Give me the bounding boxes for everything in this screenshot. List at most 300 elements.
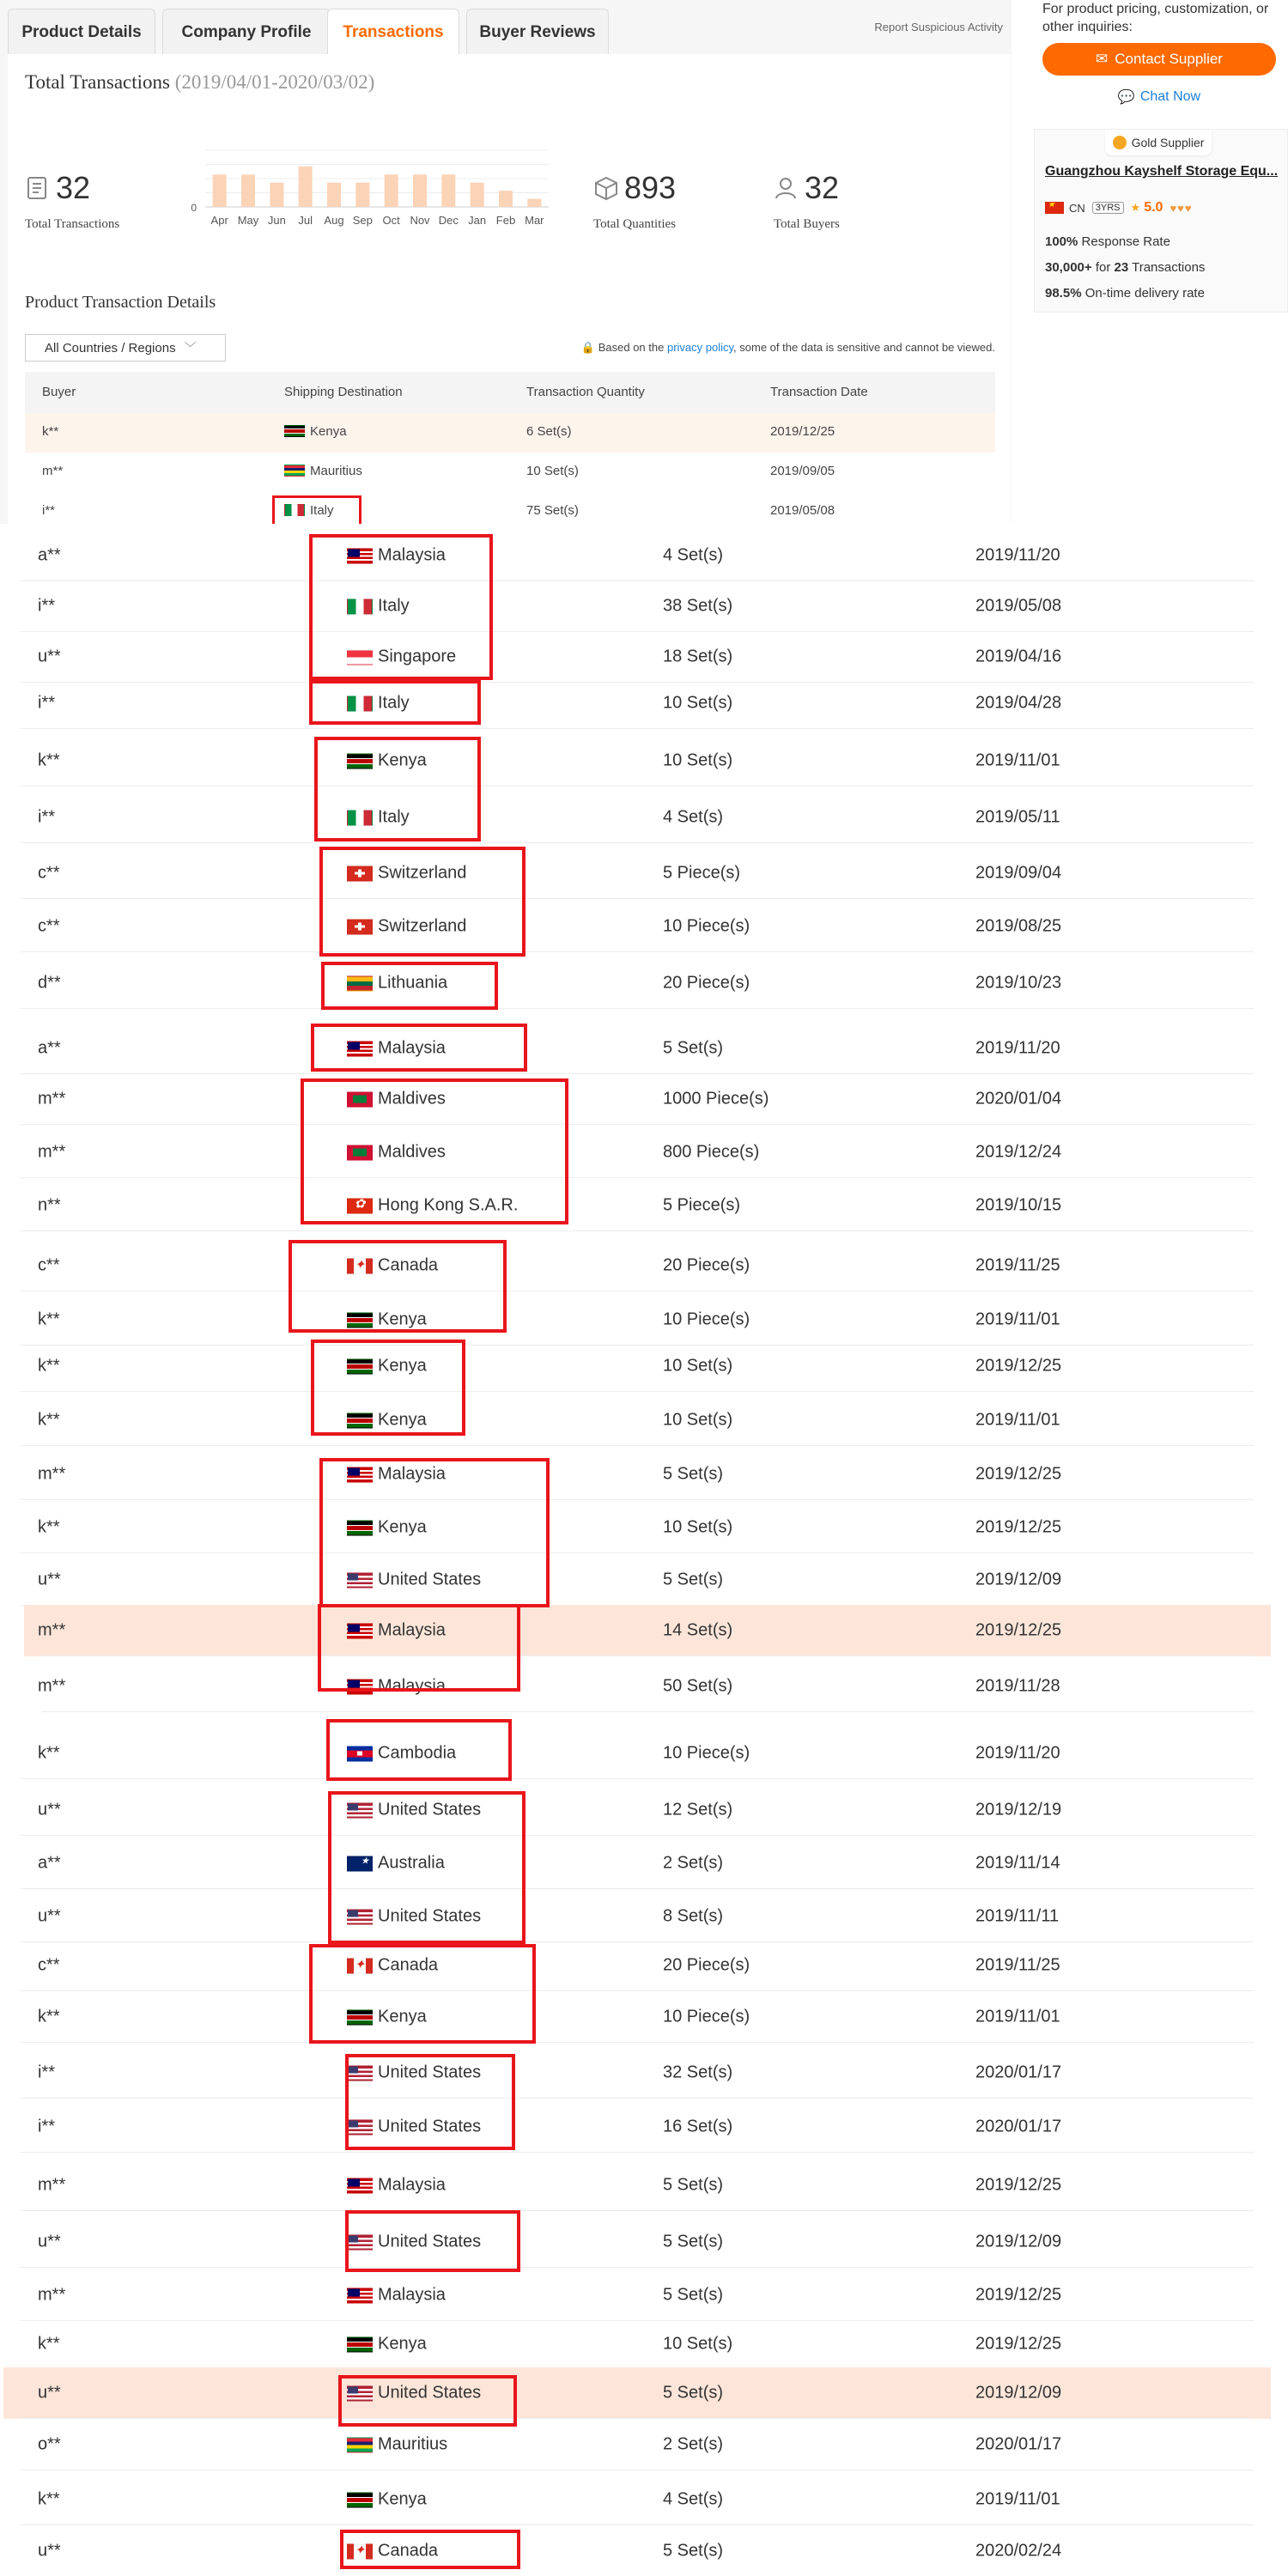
row-buyer: u**	[38, 1800, 61, 1820]
row-destination	[347, 1518, 427, 1538]
list-item	[3, 735, 1271, 787]
bar-dec[interactable]	[441, 174, 455, 207]
bar-jan[interactable]	[471, 183, 484, 207]
mail-icon: ✉	[1096, 51, 1109, 67]
row-quantity: 20 Piece(s)	[663, 1955, 750, 1975]
malaysia-flag-icon	[347, 2287, 373, 2303]
tab-transactions[interactable]: Transactions	[327, 9, 459, 56]
transactions-count: 23	[1114, 260, 1129, 275]
row-date: 2020/02/24	[975, 2541, 1062, 2561]
chat-now-button[interactable]	[1042, 86, 1276, 108]
row-buyer: i**	[38, 2117, 56, 2136]
x-tick-label: May	[237, 214, 259, 227]
badge-label: Gold Supplier	[1131, 136, 1205, 149]
hongkong-flag-icon	[347, 1198, 373, 1213]
total-quantities-label: Total Quantities	[593, 217, 677, 231]
row-date: 2019/12/09	[975, 2232, 1062, 2251]
list-item	[3, 2160, 1271, 2211]
bar-nov[interactable]	[413, 174, 427, 207]
row-buyer: m**	[42, 464, 64, 478]
row-quantity: 10 Set(s)	[663, 1410, 733, 1430]
row-date: 2019/04/16	[975, 647, 1062, 666]
destination-text: Maldives	[378, 1089, 446, 1109]
contact-supplier-label: Contact Supplier	[1115, 51, 1223, 67]
list-item	[3, 901, 1271, 952]
row-quantity: 50 Set(s)	[663, 1676, 733, 1696]
row-buyer: i**	[42, 503, 56, 518]
ontime-value: 98.5%	[1045, 286, 1082, 301]
gold-coin-icon	[1113, 136, 1127, 149]
chat-now-label: Chat Now	[1139, 89, 1201, 104]
row-quantity: 10 Piece(s)	[663, 1309, 750, 1329]
details-title: Product Transaction Details	[25, 293, 216, 312]
destination-text: Malaysia	[378, 2175, 446, 2195]
list-item	[3, 2367, 1271, 2419]
kenya-flag-icon	[347, 753, 373, 769]
table-row	[25, 413, 995, 453]
destination-text: Malaysia	[378, 1464, 446, 1484]
row-destination	[347, 2008, 427, 2027]
row-date: 2020/01/17	[975, 2117, 1062, 2136]
row-quantity: 5 Piece(s)	[663, 863, 741, 883]
rating-value: 5.0	[1144, 200, 1163, 215]
row-quantity: 18 Set(s)	[663, 647, 733, 666]
destination-text: Maldives	[378, 1142, 446, 1162]
malaysia-flag-icon	[347, 1623, 373, 1638]
row-buyer: u**	[38, 2383, 61, 2403]
row-date: 2019/12/25	[975, 1356, 1062, 1376]
row-date: 2019/12/09	[975, 1570, 1062, 1589]
row-divider	[21, 1835, 1254, 1836]
chevron-down-icon: ﹀	[184, 341, 197, 355]
row-quantity: 10 Set(s)	[663, 1356, 733, 1376]
row-buyer: i**	[38, 2063, 56, 2082]
row-divider	[21, 1177, 1254, 1178]
tab-buyer-reviews[interactable]: Buyer Reviews	[466, 9, 609, 55]
row-quantity: 5 Set(s)	[663, 1038, 724, 1058]
row-destination	[347, 1256, 438, 1276]
row-date: 2019/05/08	[975, 596, 1062, 616]
destination-text: Malaysia	[378, 1620, 446, 1640]
row-destination	[347, 1907, 481, 1927]
supplier-card	[1034, 129, 1288, 313]
row-divider	[21, 1778, 1254, 1779]
row-quantity: 10 Set(s)	[663, 2334, 733, 2354]
destination-text: Canada	[378, 1255, 439, 1275]
row-buyer: k**	[38, 1410, 60, 1430]
row-buyer: m**	[38, 1089, 66, 1109]
kenya-flag-icon	[347, 2336, 373, 2352]
row-date: 2019/11/01	[975, 1309, 1060, 1329]
kenya-flag-icon	[347, 2492, 373, 2507]
row-quantity: 10 Set(s)	[526, 464, 579, 478]
row-buyer: d**	[38, 973, 61, 993]
row-buyer: m**	[38, 1676, 66, 1696]
list-item	[3, 1073, 1271, 1125]
list-item	[3, 1394, 1271, 1446]
row-buyer: k**	[38, 2334, 60, 2354]
row-divider	[21, 2267, 1254, 2268]
tab-product-details[interactable]: Product Details	[8, 9, 155, 55]
row-divider	[21, 1008, 1254, 1009]
total-quantities-value: 893	[624, 170, 677, 205]
destination-text: Cambodia	[378, 1743, 457, 1763]
row-date: 2019/10/23	[975, 973, 1062, 993]
row-quantity: 16 Set(s)	[663, 2117, 733, 2136]
destination-text: United States	[378, 1570, 482, 1589]
region-filter-select[interactable]	[25, 334, 226, 361]
row-quantity: 20 Piece(s)	[663, 973, 750, 993]
list-item	[3, 1728, 1271, 1779]
row-divider	[21, 951, 1254, 952]
transactions-panel	[0, 0, 1288, 524]
list-item	[3, 1023, 1271, 1074]
destination-text: Australia	[378, 1853, 445, 1873]
row-date: 2019/12/25	[975, 2285, 1062, 2305]
row-buyer: u**	[38, 2232, 61, 2251]
destination-text: Switzerland	[378, 863, 467, 883]
row-destination	[284, 464, 362, 478]
contact-supplier-button[interactable]	[1042, 43, 1276, 76]
row-date: 2019/04/28	[975, 693, 1062, 713]
box-icon	[593, 175, 619, 205]
destination-text: Lithuania	[378, 973, 448, 993]
row-quantity: 5 Set(s)	[663, 2541, 724, 2561]
bar-sep[interactable]	[355, 183, 369, 207]
privacy-note	[581, 341, 995, 355]
row-destination	[347, 647, 456, 667]
row-buyer: i**	[38, 596, 56, 616]
row-destination	[347, 1465, 446, 1485]
bar-mar[interactable]	[527, 199, 541, 207]
row-divider	[21, 1552, 1254, 1553]
row-date: 2019/11/14	[975, 1853, 1060, 1873]
mauritius-flag-icon	[347, 2437, 373, 2452]
row-destination	[347, 1039, 446, 1059]
region-filter-value: All Countries / Regions	[45, 340, 176, 355]
destination-text: United States	[378, 2117, 482, 2136]
row-buyer: k**	[38, 2489, 60, 2509]
row-quantity: 5 Piece(s)	[663, 1195, 741, 1215]
row-quantity: 5 Set(s)	[663, 2175, 724, 2195]
list-item	[3, 1449, 1271, 1500]
list-item	[3, 580, 1271, 632]
row-buyer: m**	[38, 2175, 66, 2195]
row-destination	[347, 1411, 427, 1431]
row-destination	[347, 1357, 427, 1376]
singapore-flag-icon	[347, 649, 373, 665]
us-flag-icon	[347, 2385, 373, 2401]
row-quantity: 75 Set(s)	[526, 503, 579, 518]
company-meta	[1045, 198, 1193, 217]
row-quantity: 5 Set(s)	[663, 1464, 724, 1484]
us-flag-icon	[347, 2119, 373, 2135]
row-divider	[21, 842, 1254, 843]
maldives-flag-icon	[347, 1145, 373, 1160]
list-item	[3, 848, 1271, 899]
destination-text: United States	[378, 2383, 482, 2403]
x-tick-label: Nov	[410, 214, 430, 227]
list-item	[3, 2318, 1271, 2370]
bar-jun[interactable]	[270, 183, 283, 207]
destination-text: Kenya	[378, 2334, 427, 2354]
destination-text: Switzerland	[378, 916, 467, 936]
row-divider	[21, 2098, 1254, 2099]
lock-icon: 🔒	[580, 341, 596, 354]
row-destination	[284, 424, 347, 439]
row-destination	[347, 2542, 438, 2561]
row-quantity: 38 Set(s)	[663, 596, 733, 616]
row-date: 2019/12/25	[770, 424, 835, 439]
row-buyer: u**	[38, 2541, 61, 2561]
monthly-transactions-chart	[179, 147, 557, 233]
row-date: 2019/11/01	[975, 2007, 1060, 2026]
document-icon	[25, 175, 51, 205]
canada-flag-icon	[347, 2543, 373, 2559]
list-item	[3, 1502, 1271, 1553]
italy-flag-icon	[347, 810, 373, 825]
company-name-link[interactable]: Guangzhou Kayshelf Storage Equ...	[1045, 164, 1279, 179]
destination-text: Kenya	[378, 2489, 427, 2509]
row-date: 2019/11/25	[975, 1955, 1060, 1975]
transaction-list	[0, 524, 1288, 2576]
ontime-label: On-time delivery rate	[1084, 286, 1205, 301]
row-destination	[284, 503, 334, 518]
row-destination	[347, 1744, 456, 1764]
row-quantity: 2 Set(s)	[663, 1853, 724, 1873]
row-date: 2019/11/20	[975, 545, 1060, 565]
row-destination	[347, 2435, 447, 2455]
row-destination	[347, 1956, 438, 1976]
bar-oct[interactable]	[385, 174, 398, 207]
row-buyer: a**	[38, 1038, 61, 1058]
column-date: Transaction Date	[770, 385, 868, 399]
row-buyer: k**	[42, 424, 59, 439]
destination-text: Kenya	[378, 750, 427, 770]
kenya-flag-icon	[347, 1312, 373, 1327]
cambodia-flag-icon	[347, 1746, 373, 1761]
row-date: 2020/01/04	[975, 1089, 1062, 1109]
row-buyer: u**	[38, 1906, 61, 1926]
supplier-sidebar	[1024, 0, 1288, 524]
total-buyers-value: 32	[805, 170, 840, 205]
row-divider	[21, 2210, 1254, 2211]
bar-may[interactable]	[241, 174, 255, 207]
privacy-policy-link[interactable]: privacy policy	[666, 341, 734, 354]
row-destination	[347, 917, 466, 937]
bar-jul[interactable]	[299, 167, 313, 207]
row-date: 2019/12/09	[975, 2383, 1062, 2403]
italy-flag-icon	[284, 504, 305, 516]
gold-supplier-badge	[1105, 130, 1212, 155]
row-quantity: 1000 Piece(s)	[663, 1089, 769, 1109]
bar-feb[interactable]	[499, 191, 513, 207]
list-item	[3, 792, 1271, 843]
kenya-flag-icon	[347, 1413, 373, 1428]
row-quantity: 10 Piece(s)	[663, 916, 750, 936]
destination-text: Malaysia	[378, 2285, 446, 2305]
maldives-flag-icon	[347, 1091, 373, 1107]
row-quantity: 5 Set(s)	[663, 2383, 724, 2403]
row-destination	[347, 2384, 481, 2403]
destination-text: Italy	[378, 693, 410, 713]
y-tick-label: 0	[191, 202, 197, 214]
column-quantity: Transaction Quantity	[526, 385, 645, 399]
row-quantity: 10 Set(s)	[663, 750, 733, 770]
transactions-line	[1045, 260, 1205, 275]
inquiry-text: For product pricing, customization, or other inquiries:	[1042, 2, 1269, 34]
x-tick-label: Oct	[382, 214, 400, 227]
row-buyer: u**	[38, 1570, 61, 1589]
row-destination	[347, 1196, 518, 1216]
row-divider	[21, 728, 1254, 729]
user-icon	[774, 175, 799, 205]
row-destination	[347, 2233, 481, 2252]
report-suspicious-link[interactable]: Report Suspicious Activity	[874, 21, 1003, 33]
row-date: 2019/11/28	[975, 1676, 1060, 1696]
us-flag-icon	[347, 1572, 373, 1588]
row-destination	[347, 1090, 446, 1109]
list-item	[3, 2216, 1271, 2268]
list-item	[3, 1340, 1271, 1392]
row-destination	[347, 1143, 446, 1163]
list-item	[3, 530, 1271, 581]
lithuania-flag-icon	[347, 975, 373, 991]
row-buyer: k**	[38, 750, 60, 770]
row-buyer: m**	[38, 1142, 66, 1162]
italy-flag-icon	[347, 598, 373, 614]
canada-flag-icon	[347, 1258, 373, 1273]
row-quantity: 12 Set(s)	[663, 1800, 733, 1820]
us-flag-icon	[347, 1802, 373, 1818]
row-date: 2019/12/25	[975, 1517, 1062, 1537]
row-quantity: 8 Set(s)	[663, 1906, 724, 1926]
list-item	[3, 1554, 1271, 1606]
destination-text: United States	[378, 2063, 482, 2082]
destination-text: Singapore	[378, 647, 457, 666]
malaysia-flag-icon	[347, 2178, 373, 2193]
destination-text: Malaysia	[378, 1676, 446, 1696]
malaysia-flag-icon	[347, 1467, 373, 1482]
row-date: 2019/12/25	[975, 2175, 1062, 2195]
row-divider	[21, 786, 1254, 787]
china-flag-icon	[1045, 202, 1064, 214]
x-tick-label: Jun	[267, 214, 286, 227]
list-item	[3, 2101, 1271, 2153]
list-item	[3, 2269, 1271, 2321]
italy-flag-icon	[347, 696, 373, 711]
row-buyer: i**	[38, 693, 56, 713]
row-date: 2019/12/25	[975, 1620, 1062, 1640]
chart-svg	[179, 147, 557, 233]
australia-flag-icon	[347, 1856, 373, 1871]
row-divider	[21, 1230, 1254, 1231]
row-quantity: 5 Set(s)	[663, 2232, 724, 2251]
row-buyer: m**	[38, 2285, 66, 2305]
row-date: 2019/12/19	[975, 1800, 1062, 1820]
row-buyer: k**	[38, 2007, 60, 2026]
transactions-for: for	[1095, 260, 1111, 275]
row-buyer: k**	[38, 1743, 60, 1763]
row-date: 2020/01/17	[975, 2063, 1062, 2082]
chat-icon: 💬	[1117, 90, 1135, 105]
list-item	[3, 2419, 1271, 2470]
ontime-delivery	[1045, 286, 1205, 301]
total-transactions-value: 32	[56, 170, 91, 205]
row-date: 2019/12/25	[975, 1464, 1062, 1484]
destination-text: Italy	[310, 503, 334, 518]
response-rate	[1045, 234, 1170, 249]
list-item	[3, 1180, 1271, 1231]
row-divider	[21, 898, 1254, 899]
row-quantity: 20 Piece(s)	[663, 1255, 750, 1275]
row-destination	[347, 751, 427, 771]
row-divider	[21, 2042, 1254, 2043]
row-date: 2019/11/01	[975, 2489, 1060, 2509]
hearts-icon: ♥♥♥	[1170, 201, 1193, 215]
row-quantity: 5 Set(s)	[663, 2285, 724, 2305]
row-destination	[347, 2286, 446, 2306]
privacy-prefix: Based on the	[598, 341, 665, 354]
row-buyer: n**	[38, 1195, 61, 1215]
destination-text: Kenya	[378, 1517, 427, 1537]
row-destination	[347, 2117, 481, 2137]
row-destination	[347, 546, 446, 566]
column-buyer: Buyer	[42, 385, 76, 399]
row-buyer: c**	[38, 1255, 60, 1275]
x-tick-label: Apr	[210, 214, 228, 227]
row-buyer: k**	[38, 1309, 60, 1329]
bar-apr[interactable]	[213, 174, 227, 207]
row-date: 2019/11/01	[975, 1410, 1060, 1430]
row-buyer: c**	[38, 863, 60, 883]
kenya-flag-icon	[347, 1358, 373, 1374]
row-divider	[21, 1445, 1254, 1446]
row-destination	[347, 694, 410, 714]
row-buyer: o**	[38, 2434, 61, 2454]
destination-text: Canada	[378, 1955, 439, 1975]
table-header	[25, 372, 995, 413]
switzerland-flag-icon	[347, 919, 373, 934]
response-rate-label: Response Rate	[1081, 234, 1170, 249]
row-buyer: m**	[38, 1464, 66, 1484]
list-item	[3, 2474, 1271, 2525]
title-text: Total Transactions	[25, 71, 170, 93]
tab-company-profile[interactable]: Company Profile	[162, 9, 331, 55]
malaysia-flag-icon	[347, 1679, 373, 1694]
list-item	[24, 1605, 1271, 1656]
list-item	[3, 1784, 1271, 1836]
row-date: 2019/05/08	[770, 503, 835, 518]
row-date: 2019/08/25	[975, 916, 1062, 936]
row-quantity: 6 Set(s)	[526, 424, 572, 439]
row-destination	[347, 597, 410, 617]
row-date: 2019/12/24	[975, 1142, 1062, 1162]
row-divider	[21, 1499, 1254, 1500]
row-divider	[21, 2152, 1254, 2153]
bar-aug[interactable]	[327, 183, 341, 207]
row-date: 2019/11/01	[975, 750, 1060, 770]
row-divider	[21, 1124, 1254, 1125]
row-destination	[347, 2176, 446, 2196]
list-item	[3, 1838, 1271, 1889]
row-buyer: a**	[38, 1853, 61, 1873]
row-quantity: 4 Set(s)	[663, 807, 724, 827]
row-buyer: c**	[38, 1955, 60, 1975]
kenya-flag-icon	[347, 1520, 373, 1535]
list-item	[3, 2525, 1271, 2576]
privacy-suffix: , some of the data is sensitive and cannot be viewed.	[733, 341, 995, 354]
